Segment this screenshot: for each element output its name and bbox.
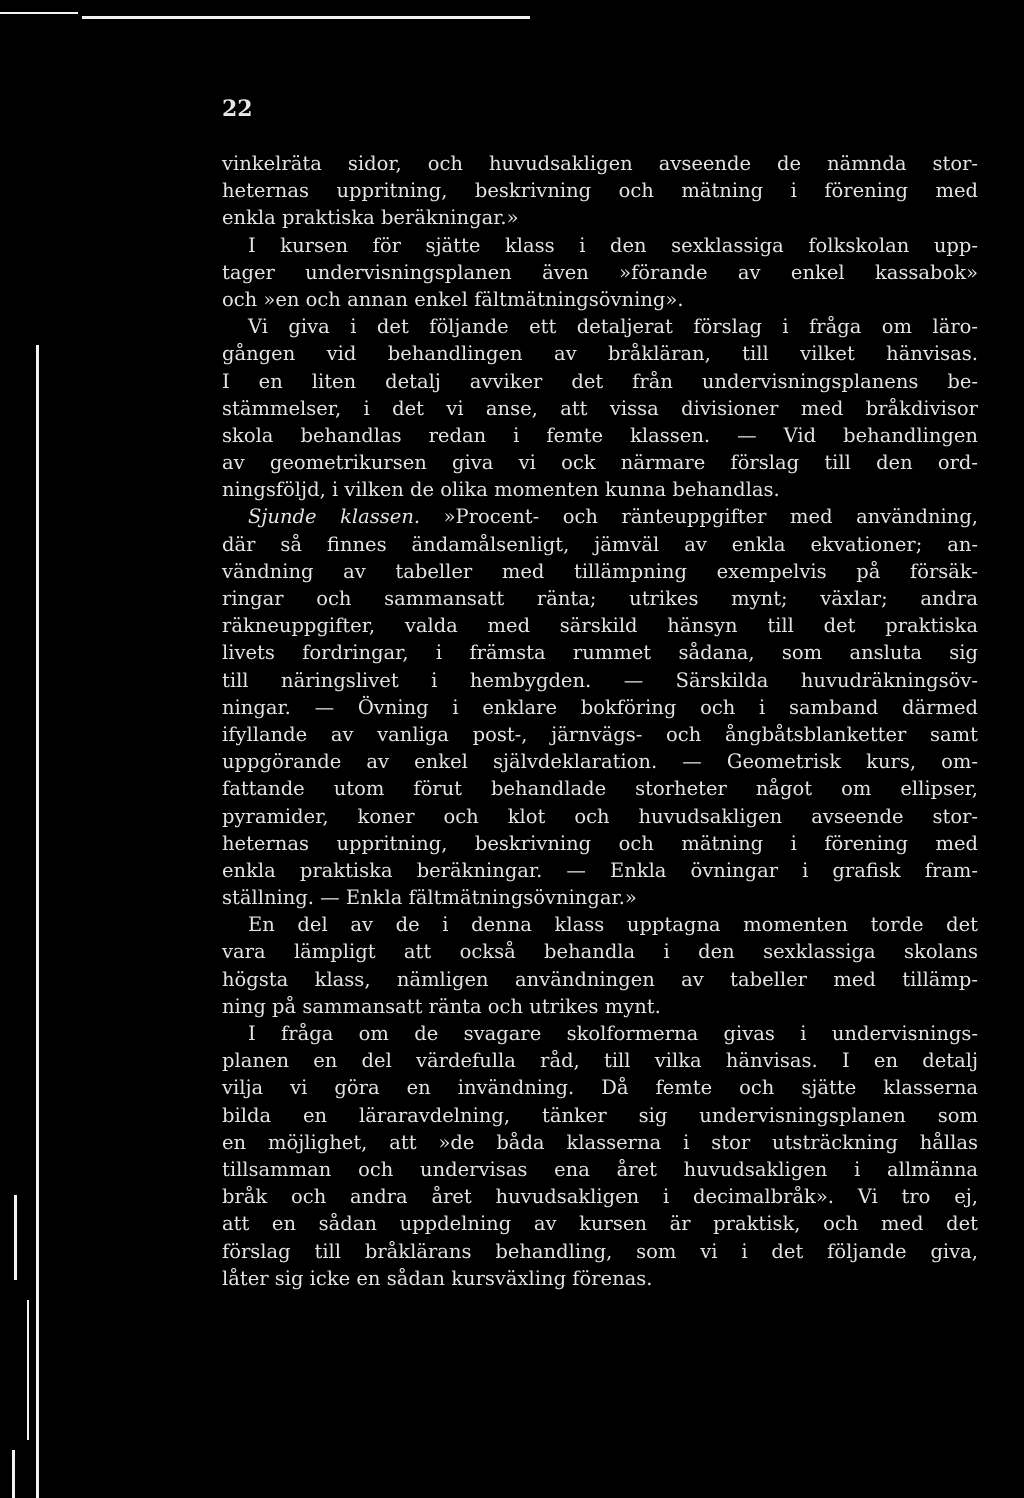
text-line-content: pyramider, koner och klot och huvudsakligen avseende stor- <box>222 804 978 828</box>
text-line-content: ifyllande av vanliga post-, järnvägs- och ångbåtsblanketter samt <box>222 722 978 746</box>
text-line <box>222 1156 978 1183</box>
text-line-content: ringar och sammansatt ränta; utrikes mynt; växlar; andra <box>222 587 978 610</box>
text-line-content: ställning. — Enkla fältmätningsövningar.» <box>222 886 637 910</box>
text-line <box>222 775 978 802</box>
text-line-content: enkla praktiska beräkningar. — Enkla övningar i grafisk fram- <box>222 858 978 882</box>
text-line-content: låter sig icke en sådan kursväxling förenas. <box>222 1266 653 1290</box>
text-line <box>222 667 978 694</box>
text-line <box>222 395 978 422</box>
text-line <box>222 884 978 911</box>
text-line-content: gången vid behandlingen av bråkläran, till vilket hänvisas. <box>222 342 978 366</box>
text-line <box>222 966 978 993</box>
text-line-content: bilda en läraravdelning, tänker sig undervisningsplanen som <box>222 1103 978 1127</box>
text-line-content: där så finnes ändamålsenligt, jämväl av enkla ekvationer; an- <box>222 532 978 556</box>
text-line-content: en möjlighet, att »de båda klasserna i stor utsträckning hållas <box>222 1130 978 1154</box>
text-line-content: vinkelräta sidor, och huvudsakligen avseende de nämnda stor- <box>222 152 978 175</box>
text-line <box>222 748 978 775</box>
text-line <box>222 830 978 857</box>
text-line-content: ningsföljd, i vilken de olika momenten kunna behandlas. <box>222 478 780 502</box>
text-line-content: av geometrikursen giva vi ock närmare förslag till den ord- <box>222 451 978 475</box>
text-line <box>222 1183 978 1210</box>
text-line <box>222 368 978 395</box>
text-line-content: heternas uppritning, beskrivning och mätning i förening med <box>222 831 978 855</box>
text-line <box>222 531 978 558</box>
text-line <box>222 639 978 666</box>
text-line-content: I en liten detalj avviker det från undervisningsplanens be- <box>222 369 978 393</box>
text-line <box>222 1265 978 1292</box>
left-edge-line-5 <box>12 1450 15 1498</box>
left-edge-line-3 <box>14 1195 17 1280</box>
text-line <box>222 721 978 748</box>
text-line <box>222 612 978 639</box>
text-line <box>222 1238 978 1265</box>
text-line <box>222 150 978 177</box>
top-rule-short <box>0 12 78 14</box>
text-line-content: till näringslivet i hembygden. — Särskilda huvudräkningsöv- <box>222 668 978 692</box>
text-line-content: räkneuppgifter, valda med särskild hänsyn till det praktiska <box>222 614 978 638</box>
text-line <box>222 1074 978 1101</box>
text-line-content: »Procent- och ränteuppgifter med användning, <box>420 505 978 529</box>
text-line-content: och »en och annan enkel fältmätningsövning». <box>222 287 684 311</box>
text-line <box>222 1047 978 1074</box>
body-text <box>222 150 978 1292</box>
text-line-content: förslag till bråklärans behandling, som vi i det följande giva, <box>222 1239 978 1263</box>
text-line <box>222 1210 978 1237</box>
text-line <box>222 1102 978 1129</box>
text-line <box>222 938 978 965</box>
text-line-content: bråk och andra året huvudsakligen i decimalbråk». Vi tro ej, <box>222 1185 978 1209</box>
text-line-content: ning på sammansatt ränta och utrikes mynt. <box>222 994 661 1018</box>
left-edge-line-1 <box>36 345 39 1498</box>
text-line <box>222 503 978 530</box>
top-rule-long <box>82 16 530 19</box>
text-line <box>222 177 978 204</box>
text-line-content: att en sådan uppdelning av kursen är praktisk, och med det <box>222 1212 978 1236</box>
text-line-content: vilja vi göra en invändning. Då femte och sjätte klasserna <box>222 1076 978 1100</box>
text-line <box>222 694 978 721</box>
text-line-content: uppgörande av enkel självdeklaration. — Geometrisk kurs, om- <box>222 750 978 774</box>
text-line-content: En del av de i denna klass upptagna momenten torde det <box>248 913 978 937</box>
text-line <box>222 803 978 830</box>
text-line <box>222 286 978 313</box>
text-line <box>222 449 978 476</box>
text-line <box>222 1020 978 1047</box>
text-line-content: Vi giva i det följande ett detaljerat förslag i fråga om läro- <box>248 315 978 339</box>
text-line-content: I fråga om de svagare skolformerna givas i undervisnings- <box>248 1022 978 1045</box>
text-line <box>222 585 978 612</box>
page-number: 22 <box>222 96 253 122</box>
text-line <box>222 1129 978 1156</box>
text-line <box>222 911 978 938</box>
text-line-content: vändning av tabeller med tillämpning exempelvis på försäk- <box>222 559 978 583</box>
text-line-content: ningar. — Övning i enklare bokföring och i samband därmed <box>222 695 978 719</box>
text-line-content: planen en del värdefulla råd, till vilka hänvisas. I en detalj <box>222 1049 978 1073</box>
text-line <box>222 204 978 231</box>
text-line <box>222 993 978 1020</box>
text-line-content: enkla praktiska beräkningar.» <box>222 206 519 230</box>
text-line <box>222 476 978 503</box>
text-line-content: högsta klass, nämligen användningen av tabeller med tillämp- <box>222 967 978 991</box>
section-heading: Sjunde klassen. <box>248 505 421 529</box>
text-line <box>222 259 978 286</box>
left-edge-line-4 <box>27 1300 29 1440</box>
text-line <box>222 558 978 585</box>
text-line-content: tager undervisningsplanen även »förande av enkel kassabok» <box>222 260 978 284</box>
text-line-content: heternas uppritning, beskrivning och mätning i förening med <box>222 179 978 203</box>
text-line-content: livets fordringar, i främsta rummet sådana, som ansluta sig <box>222 641 978 665</box>
text-line <box>222 857 978 884</box>
text-line <box>222 232 978 259</box>
text-line-content: vara lämpligt att också behandla i den sexklassiga skolans <box>222 940 978 964</box>
text-line-content: stämmelser, i det vi anse, att vissa divisioner med bråkdivisor <box>222 396 978 420</box>
text-line <box>222 340 978 367</box>
text-line-content: fattande utom förut behandlade storheter något om ellipser, <box>222 777 978 801</box>
text-line-content: tillsamman och undervisas ena året huvudsakligen i allmänna <box>222 1157 978 1181</box>
text-line-content: skola behandlas redan i femte klassen. — Vid behandlingen <box>222 423 978 447</box>
text-line <box>222 422 978 449</box>
text-line-content: I kursen för sjätte klass i den sexklassiga folkskolan upp- <box>248 233 978 257</box>
text-line <box>222 313 978 340</box>
